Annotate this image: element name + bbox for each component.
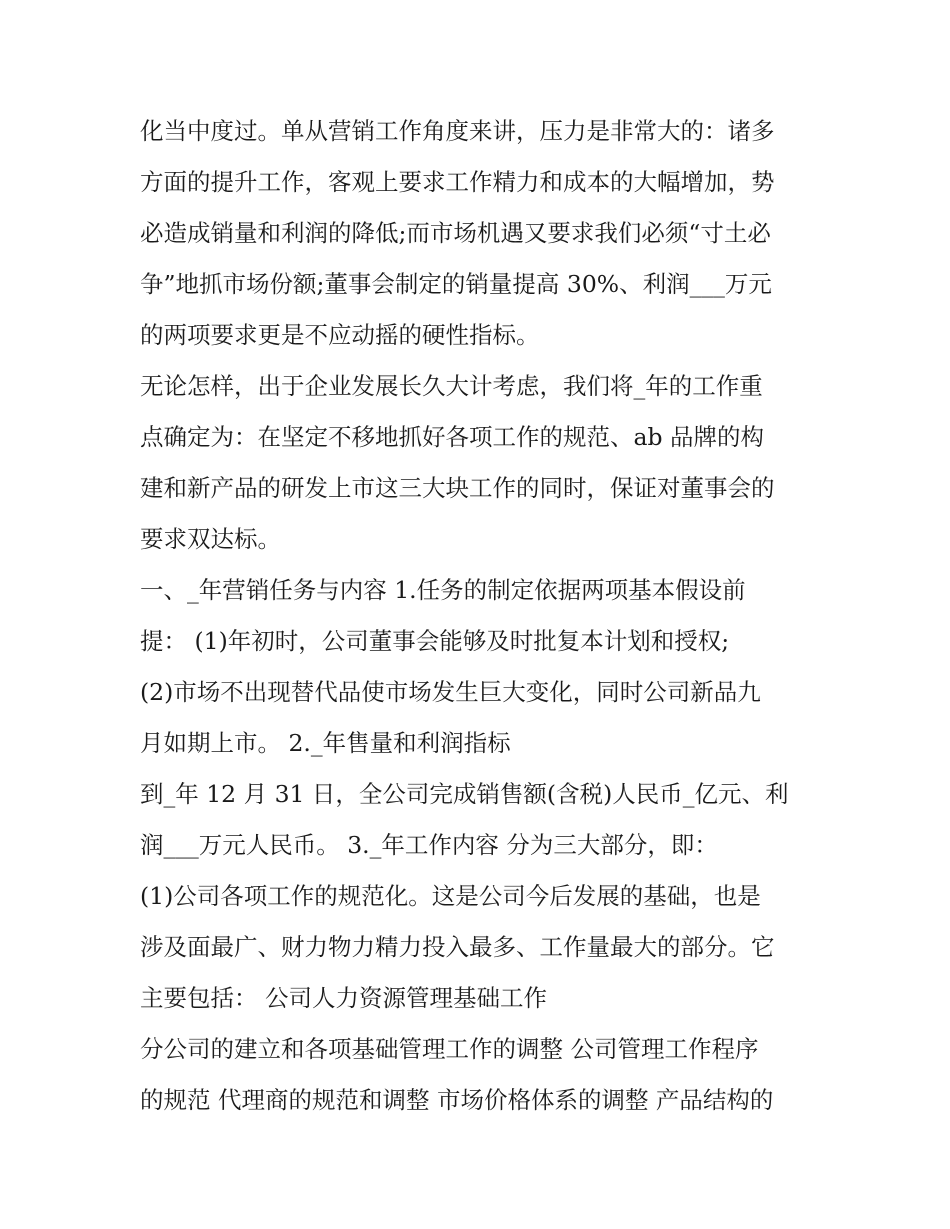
text-line: 点确定为：在坚定不移地抓好各项工作的规范、ab 品牌的构: [140, 423, 765, 451]
text-line: 要求双达标。: [140, 525, 281, 553]
text-line: 润___万元人民币。 3._年工作内容 分为三大部分，即：: [140, 831, 718, 859]
text-line: 化当中度过。单从营销工作角度来讲，压力是非常大的：诸多: [140, 117, 775, 145]
text-line: (1)公司各项工作的规范化。这是公司今后发展的基础，也是: [140, 882, 761, 910]
text-line: 争”地抓市场份额;董事会制定的销量提高 30%、利润___万元: [140, 270, 772, 298]
text-line: 方面的提升工作，客观上要求工作精力和成本的大幅增加，势: [140, 168, 775, 196]
text-line: 分公司的建立和各项基础管理工作的调整 公司管理工作程序: [140, 1035, 759, 1063]
document-text: [140, 106, 820, 1126]
text-line: 建和新产品的研发上市这三大块工作的同时，保证对董事会的: [140, 474, 775, 502]
text-line: 涉及面最广、财力物力精力投入最多、工作量最大的部分。它: [140, 933, 775, 961]
text-line: 的两项要求更是不应动摇的硬性指标。: [140, 321, 540, 349]
text-line: 到_年 12 月 31 日，全公司完成销售额(含税)人民币_亿元、利: [140, 780, 789, 808]
text-line: (2)市场不出现替代品使市场发生巨大变化，同时公司新品九: [140, 678, 761, 706]
text-line: 月如期上市。 2._年售量和利润指标: [140, 729, 511, 757]
text-line: 主要包括： 公司人力资源管理基础工作: [140, 984, 547, 1012]
text-line: 的规范 代理商的规范和调整 市场价格体系的调整 产品结构的: [140, 1086, 774, 1114]
text-line: 无论怎样，出于企业发展长久大计考虑，我们将_年的工作重: [140, 372, 763, 400]
text-line: 提： (1)年初时，公司董事会能够及时批复本计划和授权;: [140, 627, 730, 655]
text-line: 必造成销量和利润的降低;而市场机遇又要求我们必须“寸土必: [140, 219, 771, 247]
text-line: 一、_年营销任务与内容 1.任务的制定依据两项基本假设前: [140, 576, 746, 604]
